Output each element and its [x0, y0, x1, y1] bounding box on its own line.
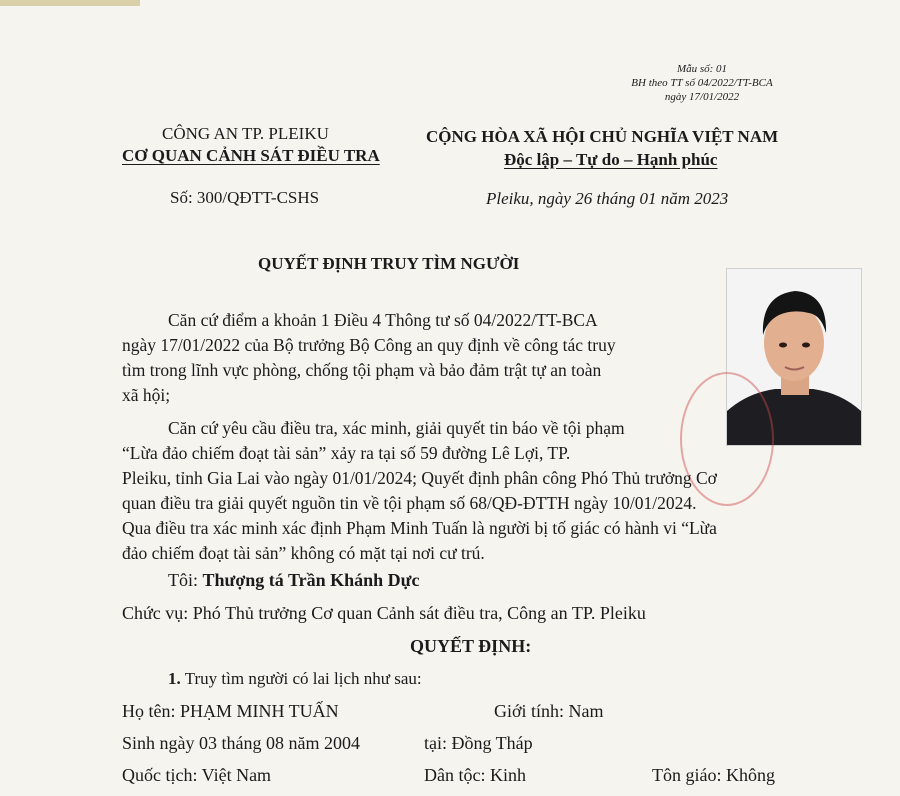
form-note-line3: ngày 17/01/2022	[664, 91, 740, 103]
person-nationality: Quốc tịch: Việt Nam	[122, 765, 272, 785]
agency-line2: CƠ QUAN CẢNH SÁT ĐIỀU TRA	[122, 146, 380, 165]
legal-basis-paragraph-1	[122, 308, 718, 408]
para2-line: Pleiku, tỉnh Gia Lai vào ngày 01/01/2024; Quyết định phân công Phó Thủ trưởng Cơ	[122, 468, 717, 488]
para2-line: Căn cứ yêu cầu điều tra, xác minh, giải quyết tin báo về tội phạm	[168, 418, 625, 438]
officer-label: Tôi:	[168, 570, 198, 590]
decision-heading: QUYẾT ĐỊNH:	[410, 636, 532, 656]
para1-line: xã hội;	[122, 385, 171, 405]
item-1-number: 1.	[168, 669, 181, 688]
para2-line: quan điều tra giải quyết nguồn tin về tội phạm số 68/QĐ-ĐTTH ngày 10/01/2024.	[122, 493, 697, 513]
agency-line1: CÔNG AN TP. PLEIKU	[162, 124, 329, 143]
para1-line: tìm trong lĩnh vực phòng, chống tội phạm và bảo đảm trật tự an toàn	[122, 360, 602, 380]
para2-line: đảo chiếm đoạt tài sản” không có mặt tại nơi cư trú.	[122, 543, 485, 563]
item-1-text: Truy tìm người có lai lịch như sau:	[184, 669, 422, 688]
place-date: Pleiku, ngày 26 tháng 01 năm 2023	[486, 189, 729, 208]
person-birth: Sinh ngày 03 tháng 08 năm 2004	[122, 733, 360, 753]
officer-name: Thượng tá Trần Khánh Dực	[202, 570, 420, 590]
document-title: QUYẾT ĐỊNH TRUY TÌM NGƯỜI	[258, 254, 520, 273]
document-number: Số: 300/QĐTT-CSHS	[170, 188, 320, 207]
para2-line: “Lừa đảo chiếm đoạt tài sản” xảy ra tại số 59 đường Lê Lợi, TP.	[122, 443, 571, 463]
person-birthplace: tại: Đồng Tháp	[424, 733, 533, 753]
nation-motto: Độc lập – Tự do – Hạnh phúc	[504, 150, 718, 169]
person-religion: Tôn giáo: Không	[652, 765, 775, 785]
para1-line: Căn cứ điểm a khoản 1 Điều 4 Thông tư số 04/2022/TT-BCA	[168, 310, 598, 330]
person-gender: Giới tính: Nam	[494, 701, 604, 721]
form-note-line1: Mẫu số: 01	[676, 63, 728, 75]
person-name: Họ tên: PHẠM MINH TUẤN	[122, 701, 339, 721]
para2-line: Qua điều tra xác minh xác định Phạm Minh Tuấn là người bị tố giác có hành vi “Lừa	[122, 518, 717, 538]
legal-basis-paragraph-2	[122, 416, 862, 566]
nation-line1: CỘNG HÒA XÃ HỘI CHỦ NGHĨA VIỆT NAM	[426, 127, 779, 146]
form-note-line2: BH theo TT số 04/2022/TT-BCA	[631, 77, 773, 89]
officer-line	[168, 570, 419, 591]
officer-position: Chức vụ: Phó Thủ trưởng Cơ quan Cảnh sát điều tra, Công an TP. Pleiku	[122, 603, 646, 623]
top-edge-strip	[0, 0, 140, 6]
form-note	[612, 62, 792, 104]
person-ethnicity: Dân tộc: Kinh	[424, 765, 526, 785]
item-1	[168, 669, 422, 689]
para1-line: ngày 17/01/2022 của Bộ trưởng Bộ Công an quy định về công tác truy	[122, 335, 616, 355]
